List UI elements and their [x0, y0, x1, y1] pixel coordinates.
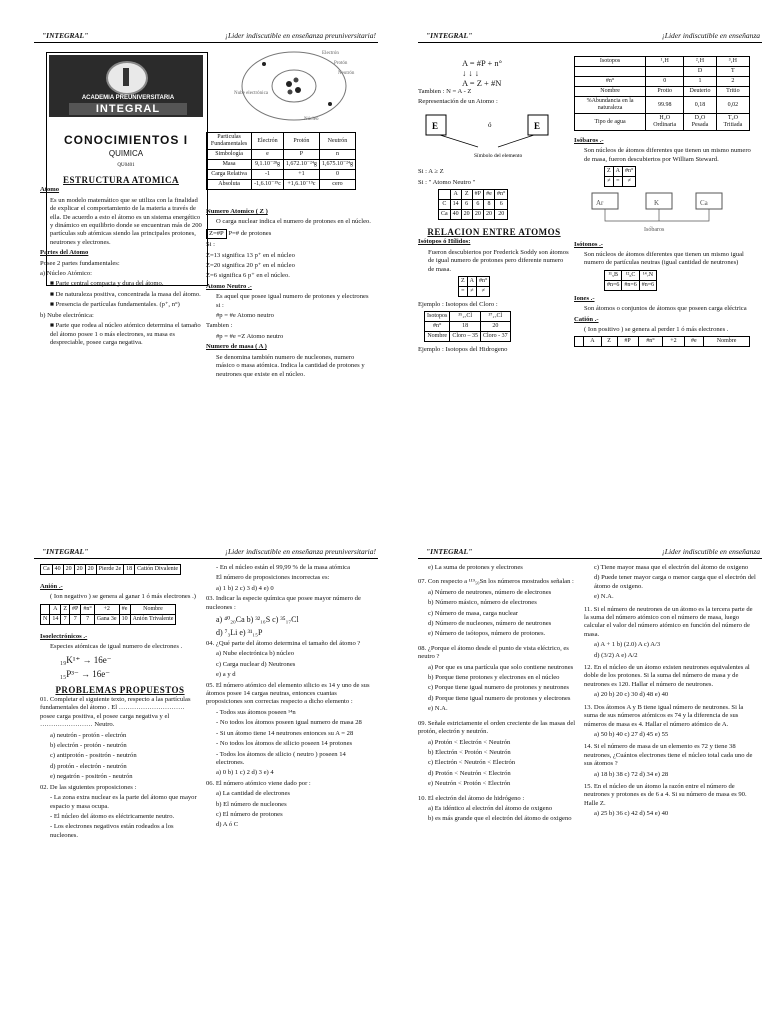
problems-title: PROBLEMAS PROPUESTOS	[55, 684, 185, 695]
q06-option-c: c) El número de protones	[216, 810, 283, 818]
q02-item-4: - En el núcleo están el 99,99 % de la masa atómica	[216, 564, 351, 571]
cloud-heading: b) Nube electrónica:	[40, 311, 94, 319]
label-electron: Electrón	[322, 51, 339, 56]
question-06: 06. El número atómico viene dado por :	[206, 779, 311, 787]
q05-item-4: - No todos los átomos de silicio poseen 14 protones	[216, 740, 353, 748]
masa-heading: Numero de masa ( A )	[206, 343, 267, 351]
neutral-atoms-table: A Z #P #e #n° C 14 6 6 8 6 Ca 40 20 20 20 20	[438, 189, 508, 220]
anion-text: ( Ion negativo ) se genera al ganar 1 ó más electrones .)	[50, 593, 196, 601]
p2-left-column	[418, 58, 570, 357]
nucleus-item-2: ■ De naturaleza positiva, concentrada la masa del átomo.	[50, 290, 201, 298]
q07-option-e: e) Número de isótopos, número de protones.	[428, 630, 546, 638]
isoelec-formula-2: ₁₅P³⁻ → 16e⁻	[60, 668, 110, 679]
isobaros-heading: Isóbaros .-	[574, 137, 604, 144]
atomo-text: Es un modelo matemático que se utiliza con la finalidad de explicar el comportamiento de la materia a través de ella. De acuerdo a esto el átomo es un sistema energético y dinámico en equilibrio donde se encuentran más de 200 partículas sub atómicas siendo las principales protones, neutrones y electrones.	[50, 196, 202, 246]
n-formula: Tambien : N = A - Z	[418, 88, 472, 95]
si-condition-1: Si : A ≥ Z	[418, 168, 444, 176]
question-07: 07. Con respecto a ¹¹⁹₅₀Sn los números mostrados señalan :	[418, 578, 574, 586]
cloud-item: ■ Parte que rodea al núcleo atómico determina el tamaño del átomo posee 1 o más electrones, su masa es despreciable, posee carga negativa.	[50, 322, 201, 346]
p3-right-column	[206, 564, 374, 832]
atom-representation	[418, 109, 568, 165]
isobar-diagram	[574, 187, 744, 237]
si-label: Si :	[206, 241, 215, 249]
page-3	[6, 520, 378, 1015]
isoelec-formula-1: ₁₉K¹⁺ → 16e⁻	[60, 654, 112, 665]
z-example-2: Z=20 significa 20 p⁺ en el núcleo	[206, 262, 295, 270]
isoelec-heading: Isoelectrónicos .-	[40, 632, 88, 640]
svg-text:ó: ó	[488, 120, 492, 129]
atom-diagram	[234, 44, 374, 124]
q10-option-a: a) Es idéntico al electrón del átomo de oxigeno	[428, 804, 553, 812]
q06-option-a: a) La cantidad de electrones	[216, 790, 290, 798]
partes-text: Posee 2 partes fundamentales:	[40, 259, 120, 267]
q08-option-e: e) N.A.	[428, 705, 448, 713]
masa-text: Se denomina también numero de nucleones, numero másico o masa atómica. Indica la cantidad de protones y neutrones que existe en el núcleo.	[216, 353, 365, 378]
q08-option-a: a) Por que es una partícula que solo contiene neutrones	[428, 663, 574, 671]
question-01: 01. Completar el siguiente texto, respecto a las partículas fundamentales del átomo . El ………………………… posee carga positiva, el posee carga negativa y el …………………… Neutro.	[40, 696, 191, 729]
q06-option-e: e) La suma de protones y electrones	[428, 564, 523, 571]
q05-item-1: - Todos sus átomos poseen ¹⁴n	[216, 708, 296, 716]
label-cloud: Nube electrónica	[234, 91, 269, 96]
si-condition-2: Si : " Atomo Neutro "	[418, 178, 476, 186]
svg-text:E: E	[432, 120, 439, 131]
q01-option-c: c) antiprotón - positrón - neutrón	[50, 752, 137, 760]
q11-options-1: a) A + 1 b) (2.0) A c) A/3	[594, 641, 661, 649]
isotonos-heading: Isótonos .-	[574, 240, 603, 248]
z-example-1: Z=13 significa 13 p⁺ en el núcleo	[206, 251, 295, 259]
q02-item-2: - El núcleo del átomo es eléctricamente neutro.	[50, 812, 175, 820]
q02-prompt: El número de proposiciones incorrectas es:	[216, 574, 330, 582]
question-09: 09. Señale estrictamente el orden creciente de las masas del protón, electrón y neutrón.	[418, 719, 576, 736]
page-header	[418, 30, 762, 43]
page-header	[418, 546, 762, 559]
svg-text:E: E	[534, 120, 541, 131]
p1-left-column	[40, 176, 202, 349]
q01-option-e: e) negatrón - positrón - neutrón	[50, 773, 133, 781]
q15-options: a) 25 b) 36 c) 42 d) 54 e) 40	[594, 810, 669, 818]
rep-heading: Representación de un Atomo :	[418, 98, 498, 106]
iones-text: Son átomos o conjuntos de átomos que poseen carga eléctrica	[584, 305, 747, 313]
cover-title: CONOCIMIENTOS I	[63, 133, 189, 147]
neutro-text: Es aquel que posee igual numero de protones y electrones si :	[216, 293, 369, 309]
relation-title: RELACION ENTRE ATOMOS	[427, 227, 561, 238]
isobar-caption: Isóbaros	[644, 227, 665, 234]
q04-options-3: e) a y d	[216, 671, 236, 679]
q09-option-c: c) Electrón < Neutrón < Electrón	[428, 759, 516, 767]
isotopos-text: Fueron descubiertos por Frederick Soddy son átomos de igual numero de protones pero diferente numero de masa.	[428, 248, 569, 273]
question-03: 03. Indicar la especie química que posee mayor número de nucleones :	[206, 595, 361, 611]
q10-option-d: d) Puede tener mayor carga o menor carga que el electrón del átomo de oxigeno.	[594, 574, 756, 590]
q01-option-d: d) protón - electrón - neutrón	[50, 762, 127, 770]
label-neutron: Neutrón	[338, 71, 355, 76]
header-brand: "INTEGRAL"	[426, 31, 473, 40]
isotopos-heading: Isótopos ó Hílidos:	[418, 238, 471, 246]
z-heading: Numero Atomico ( Z )	[206, 208, 268, 215]
anion-table: A Z #P #n° +2 #e Nombre N 14 7 7 7 Gana 3e 10 Anión Trivalente	[40, 604, 176, 625]
question-11: 11. Si el número de neutrones de un átomo es la tercera parte de la suma del número atómico con el número de masa, luego calcular el valor del número atómico en función del número de masa.	[584, 605, 753, 638]
logo-banner	[49, 55, 203, 117]
tambien-label: Tambien :	[206, 322, 233, 330]
question-02: 02. De las siguientes proposiciones :	[40, 783, 137, 791]
mass-formula: A = #P + n° ↓ ↓ ↓ A = Z + #N	[462, 58, 503, 88]
isotonos-text: Son núcleos de átomos diferentes que tienen un mismo igual numero de partículas neutras (igual cantidad de neutrones)	[584, 251, 744, 267]
label-proton: Protón	[334, 61, 348, 66]
q05-item-3: - Si un átomo tiene 14 neutrones entonces su A = 28	[216, 729, 354, 737]
question-14: 14. Si el número de masa de un elemento es 72 y tiene 38 neutrones, ¿Cuántos electrones tiene el núcleo total cada uno de sus átomos ?	[584, 743, 753, 768]
hidrogeno-example: Ejemplo : Isotopos del Hidrogeno	[418, 346, 508, 354]
header-slogan: ¡Lider indiscutible en enseñanza preuniversitaria!	[225, 31, 376, 40]
page-4	[390, 520, 762, 1015]
question-10: 10. El electrón del átomo de hidrógeno :	[418, 794, 525, 802]
question-15: 15. En el núcleo de un átomo la razón entre el número de neutrones y protones es de 6 a 4. Si su número de masa es 90. Halle Z.	[584, 782, 747, 807]
particles-table: Particulas Fundamentales Electrón Protón Neutrón Simbología e P n Masa 9,1.10⁻²⁸g 1,672.10⁻²⁴g 1,675.10⁻²⁴g Carga Relativa -1 +1 0 Absoluta -1,6.10⁻¹⁹c +1,6.10⁻¹⁹c cero	[206, 132, 356, 190]
q07-option-a: a) Número de neutrones, número de electrones	[428, 588, 552, 596]
cover-subject: QUIMICA	[108, 149, 144, 158]
page-header	[34, 546, 378, 559]
q01-option-b: b) electrón - protón - neutrón	[50, 742, 127, 750]
nucleus-item-1: ■ Parte central compacta y dura del átomo.	[50, 280, 164, 288]
q13-options: a) 50 b) 40 c) 27 d) 45 e) 55	[594, 730, 669, 738]
q08-option-d: d) Porque tiene igual numero de protones y electrones	[428, 694, 571, 702]
q01-option-a: a) neutrón - protón - electrón	[50, 731, 127, 739]
z-example-3: Z=6 significa 6 p⁺ en el núcleo.	[206, 272, 290, 280]
neutro-formula: #p = #e Atomo neutro	[216, 312, 274, 320]
q11-options-2: d) (3/2) A e) A/2	[594, 651, 638, 659]
page-1	[6, 4, 378, 499]
neutro-heading: Atomo Neutro .-	[206, 282, 252, 290]
header-slogan: ¡Lider indiscutible en enseñanza	[661, 547, 760, 556]
p3-left-column	[40, 564, 200, 842]
p4-right-column	[584, 564, 758, 821]
q12-options: a) 20 b) 20 c) 30 d) 48 e) 40	[594, 691, 669, 699]
question-04: 04. ¿Qué parte del átomo determina el tamaño del átomo ?	[206, 640, 361, 648]
cloro-example: Ejemplo : Isotopos del Cloro :	[418, 301, 498, 309]
academy-label: ACADEMIA PREUNIVERSITARIA	[81, 95, 175, 101]
cover-code: QU0401	[117, 163, 135, 168]
question-12: 12. En el núcleo de un átomo existen neutrones equivalentes al doble de los protones. Si la suma del número de masa y de neutrones es 120. Hallar el número de neutrones.	[584, 664, 750, 688]
z-formula: Z=#P P=# de protones	[206, 229, 374, 239]
q10-option-b: b) es más grande que el electrón del átomo de oxigeno	[428, 815, 572, 823]
q06-option-d: d) A ó C	[216, 821, 239, 829]
symbol-caption: Símbolo del elemento	[474, 152, 523, 159]
q10-option-e: e) N.A.	[594, 593, 614, 601]
iones-heading: Iones .-	[574, 294, 595, 302]
partes-heading: Partes del Atomo	[40, 249, 89, 257]
q05-item-2: - No todos los átomos poseen igual numero de masa 28	[216, 719, 362, 727]
atomo-heading: Atomo	[40, 186, 60, 194]
svg-text:K: K	[654, 199, 660, 208]
hydrogen-table: Isotopos ¹₁H ²₁H ³₁H D T #n° 0 1 2 Nombre Protio Deuterio Tritio %Abundancia en la naturaleza 99.98 0,18 0,02 Tipo de agua H₂O Ordinaria D₂O Pesada T₂O Tritiada	[574, 56, 750, 131]
isobaros-text: Son núcleos de átomos diferentes que tienen un mismo numero de masa, fueron descubiertos por William Steward.	[584, 147, 751, 163]
isotope-header-table: Z A #n° = ≠ ≠	[458, 276, 490, 297]
z-text: O carga nuclear indica el numero de protones en el núcleo.	[216, 218, 371, 226]
header-brand: "INTEGRAL"	[426, 547, 473, 556]
cation-example-table: Ca 40 20 20 20 Pierde 2e 18 Catión Divalente	[40, 564, 181, 575]
question-13: 13. Dos átomos A y B tiene igual número de neutrones. Si la suma de sus números atómicos es 74 y la diferencia de sus números de masa es 4. Hallar el número atómico de A.	[584, 703, 744, 728]
question-05: 05. El número atómico del elemento silicio es 14 y uno de sus átomos posee 14 cargas neutras, entonces cuantas proposiciones son correctas respecto a dicho elemento :	[206, 681, 370, 706]
svg-text:Ca: Ca	[700, 199, 708, 208]
nucleus-heading: a) Núcleo Atómico:	[40, 270, 93, 278]
q09-option-b: b) Electrón < Protón < Neutrón	[428, 748, 511, 756]
q05-options: a) 0 b) 1 c) 2 d) 3 e) 4	[216, 769, 274, 777]
svg-text:Ar: Ar	[596, 199, 604, 208]
q10-option-c: c) Tiene mayor masa que el electrón del átomo de oxigeno	[594, 564, 749, 571]
q09-option-e: e) Neutrón < Protón < Electrón	[428, 780, 511, 788]
q14-options: a) 18 b) 38 c) 72 d) 34 e) 28	[594, 770, 669, 778]
isoelec-text: Especies atómicas de igual numero de electrones .	[50, 643, 183, 651]
q08-option-b: b) Porque tiene protones y electrones en el núcleo	[428, 674, 560, 682]
p4-left-column	[418, 564, 578, 826]
p1-right-column	[206, 208, 374, 381]
page-2	[390, 4, 762, 499]
isobar-header-table: Z A #n° ≠ = ≠	[604, 166, 636, 187]
q02-item-1: - La zona extra nuclear es la parte del átomo que mayor espacio y masa ocupa.	[50, 794, 197, 810]
q07-option-b: b) Número másico, número de electrones	[428, 599, 537, 607]
label-nucleus: Núcleo	[304, 117, 319, 122]
q08-option-c: c) Porque tiene igual numero de protones y neutrones	[428, 684, 569, 692]
q07-option-d: d) Número de nucleones, número de neutrones	[428, 620, 552, 628]
q04-options-1: a) Nube electrónica b) núcleo	[216, 650, 294, 658]
cation-table: A Z #P #n° +2 #e Nombre	[574, 336, 750, 347]
q04-options-2: c) Carga nuclear d) Neutrones	[216, 660, 296, 668]
anion-heading: Anión .-	[40, 583, 63, 590]
q09-option-d: d) Protón < Neutrón < Electrón	[428, 769, 511, 777]
header-brand: "INTEGRAL"	[42, 31, 89, 40]
header-brand: "INTEGRAL"	[42, 547, 89, 556]
nucleus-item-3: ■ Presencia de partículas fundamentales. (p⁺, n°)	[50, 301, 180, 309]
header-slogan: ¡Lider indiscutible en enseñanza preuniversitaria!	[225, 547, 376, 556]
cation-text: ( Ion positivo ) se genera al perder 1 ó más electrones .	[584, 326, 729, 334]
q03-options-1: a) ⁴⁰₂₀Ca b) ³²₁₆S c) ³⁵₁₇Cl	[216, 615, 299, 625]
p2-right-column	[574, 56, 758, 347]
q06-option-b: b) El número de nucleones	[216, 800, 287, 808]
q07-option-c: c) Número de masa, carga nuclear	[428, 609, 518, 617]
isotone-table: ¹¹₅B ¹²₆C ¹⁴₇N #n=6 #n=6 #n=6	[604, 270, 657, 291]
question-08: 08. ¿Porque el átomo desde el punto de vista eléctrico, es neutro ?	[418, 644, 569, 661]
header-slogan: ¡Lider indiscutible en enseñanza	[661, 31, 760, 40]
cloro-table: Isotopos ³⁵₁₇Cl ³⁷₁₇Cl #n° 18 20 Nombre Cloro – 35 Cloro - 37	[424, 311, 511, 342]
section-title: ESTRUCTURA ATOMICA	[63, 175, 179, 185]
academy-emblem-icon	[106, 61, 148, 95]
q02-options: a) 1 b) 2 c) 3 d) 4 e) 0	[216, 584, 274, 592]
q03-options-2: d) ⁷₃Li e) ³¹₁₅P	[216, 628, 263, 638]
neutro-formula-2: #p = #e =Z Atomo neutro	[216, 332, 284, 340]
cation-heading: Catión .-	[574, 315, 599, 323]
q05-item-5: - Todos los átomos de silicio ( neutro ) poseen 14 electrones.	[216, 750, 346, 766]
page-header	[34, 30, 378, 43]
brand-label: INTEGRAL	[69, 103, 187, 115]
q09-option-a: a) Protón < Electrón < Neutrón	[428, 738, 511, 746]
q02-item-3: - Los electrones negativos están rodeados a los nucleones.	[50, 823, 174, 839]
